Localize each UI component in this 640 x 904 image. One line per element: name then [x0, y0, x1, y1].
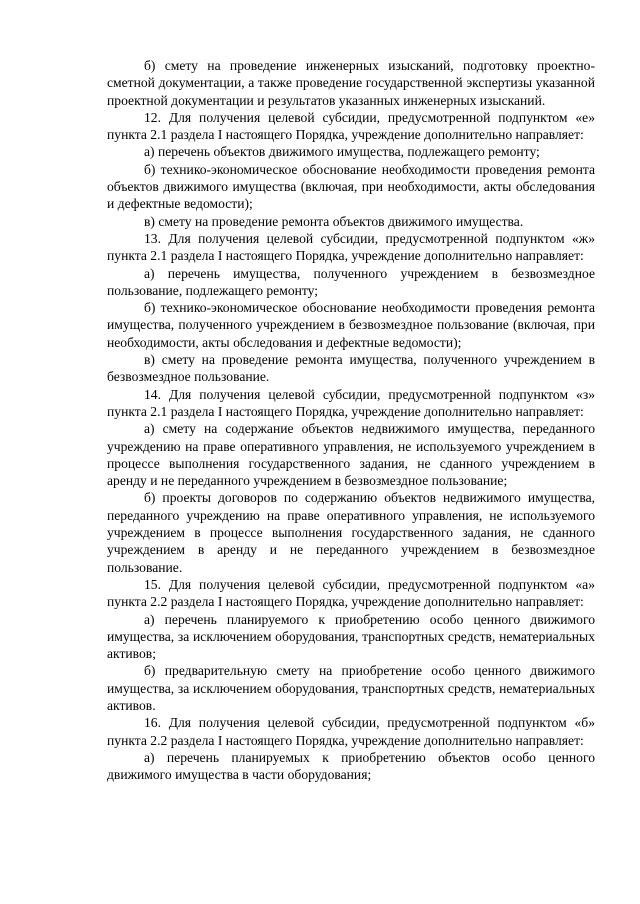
paragraph-12-a: а) перечень объектов движимого имущества, подлежащего ремонту; [144, 144, 540, 160]
paragraph-12-heading: 12. Для получения целевой субсидии, предусмотренной подпунктом «е» пункта 2.1 раздела I настоящего Порядка, учреждение дополнительно направляет: [107, 109, 595, 143]
paragraph-15-b: б) предварительную смету на приобретение особо ценного движимого имущества, за исключением оборудования, транспортных средств, нематериальных активов. [107, 663, 595, 713]
paragraph-13-a: а) перечень имущества, полученного учреждением в безвозмездное пользование, подлежащего ремонту; [107, 265, 595, 298]
paragraph-16-a: а) перечень планируемых к приобретению объектов особо ценного движимого имущества в части оборудования; [107, 749, 595, 783]
paragraph-14-b: б) проекты договоров по содержанию объектов недвижимого имущества, переданного учреждению на праве оперативного управления, не используемого учреждением в процессе выполнения государственного задания, не сданного учреждением в аренду и не переданного учреждением в безвозмездное пользование. [107, 490, 595, 575]
document-page [107, 57, 595, 783]
paragraph-15-heading: 15. Для получения целевой субсидии, предусмотренной подпунктом «а» пункта 2.2 раздела I настоящего Порядка, учреждение дополнительно направляет: [107, 576, 595, 610]
paragraph-13-v: в) смету на проведение ремонта имущества, полученного учреждением в безвозмездное пользование. [107, 352, 595, 385]
paragraph-13-b: б) технико-экономическое обоснование необходимости проведения ремонта имущества, полученного учреждением в безвозмездное пользование (включая, при необходимости, акты обследования и дефектные ведомости); [107, 300, 595, 350]
paragraph-12-v: в) смету на проведение ремонта объектов движимого имущества. [144, 213, 524, 229]
paragraph-14-heading: 14. Для получения целевой субсидии, предусмотренной подпунктом «з» пункта 2.1 раздела I настоящего Порядка, учреждение дополнительно направляет: [107, 386, 595, 419]
paragraph-15-a: а) перечень планируемого к приобретению особо ценного движимого имущества, за исключением оборудования, транспортных средств, нематериальных активов; [107, 611, 595, 662]
paragraph-13-heading: 13. Для получения целевой субсидии, предусмотренной подпунктом «ж» пункта 2.1 раздела I настоящего Порядка, учреждение дополнительно направляет: [107, 230, 595, 264]
paragraph-14-a: а) смету на содержание объектов недвижимого имущества, переданного учреждению на праве оперативного управления, не используемого учреждением в процессе выполнения государственного задания, не сданного учреждением в аренду и не переданного учреждением в безвозмездное пользование; [107, 421, 595, 489]
paragraph-16-heading: 16. Для получения целевой субсидии, предусмотренной подпунктом «б» пункта 2.2 раздела I настоящего Порядка, учреждение дополнительно направляет: [107, 715, 595, 748]
paragraph-b-engineering-surveys: б) смету на проведение инженерных изысканий, подготовку проектно-сметной документации, а также проведение государственной экспертизы указанной проектной документации и результатов указанных инженерных изысканий. [107, 58, 595, 108]
paragraph-12-b: б) технико-экономическое обоснование необходимости проведения ремонта объектов движимого имущества (включая, при необходимости, акты обследования и дефектные ведомости); [107, 161, 595, 212]
